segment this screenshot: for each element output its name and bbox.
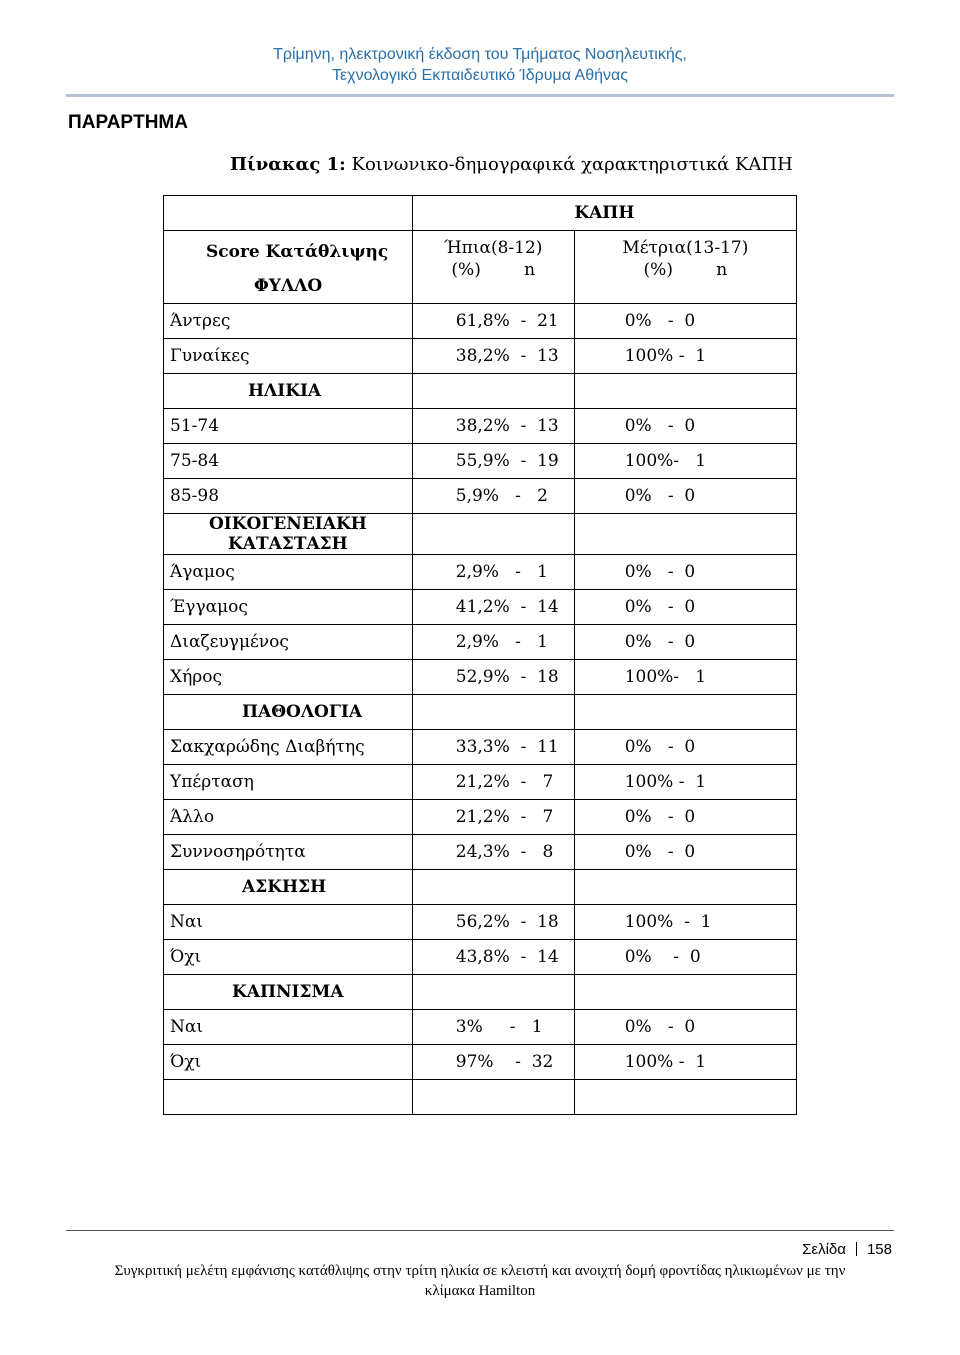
table-row [164,1010,797,1045]
row-label: 75-84 [164,444,413,479]
section-empty-mild [412,975,574,1010]
footer-divider [66,1230,894,1231]
row-label: Άντρες [164,304,413,339]
row-label: Όχι [164,1045,413,1080]
mild-label: Ήπια(8-12) [444,238,543,258]
section-title-fyllo: ΦΥΛΛΟ [254,276,323,296]
row-moderate-value: 0% - 0 [574,479,796,514]
section-empty-mild [412,514,574,555]
row-label: Ναι [164,1010,413,1045]
journal-header-line2: Τεχνολογικό Εκπαιδευτικό Ίδρυμα Αθήνας [332,67,628,84]
table-row [164,1045,797,1080]
journal-header-line1: Τρίμηνη, ηλεκτρονική έκδοση του Τμήματος Νοσηλευτικής, [273,46,687,63]
section-empty-moderate [574,514,796,555]
row-mild-value: 55,9% - 19 [412,444,574,479]
table-row [164,590,797,625]
appendix-title: ΠΑΡΑΡΤΗΜΑ [68,112,188,133]
section-title: ΑΣΚΗΣΗ [164,870,413,905]
spacer-cell [574,1080,796,1115]
table-row [164,730,797,765]
kapi-group-header: ΚΑΠΗ [412,196,796,231]
row-mild-value: 52,9% - 18 [412,660,574,695]
page-separator [856,1242,857,1256]
row-moderate-value: 0% - 0 [574,730,796,765]
section-title: ΠΑΘΟΛΟΓΙΑ [164,695,413,730]
spacer-cell [412,1080,574,1115]
row-mild-value: 5,9% - 2 [412,479,574,514]
row-mild-value: 2,9% - 1 [412,555,574,590]
section-empty-mild [412,870,574,905]
page-number-value: 158 [866,1241,892,1258]
row-label: Διαζευγμένος [164,625,413,660]
row-label: Γυναίκες [164,339,413,374]
row-mild-value: 21,2% - 7 [412,800,574,835]
row-mild-value: 38,2% - 13 [412,339,574,374]
row-moderate-value: 0% - 0 [574,625,796,660]
moderate-header [574,231,796,304]
footer-title-line1: Συγκριτική μελέτη εμφάνισης κατάθλιψης στην τρίτη ηλικία σε κλειστή και ανοιχτή δομή φροντίδας ηλικιωμένων με την [114,1263,846,1279]
row-mild-value: 56,2% - 18 [412,905,574,940]
row-label: Άλλο [164,800,413,835]
row-label: Σακχαρώδης Διαβήτης [164,730,413,765]
table-row [164,409,797,444]
row-mild-value: 3% - 1 [412,1010,574,1045]
row-moderate-value: 100% - 1 [574,905,796,940]
spacer-cell [164,1080,413,1115]
row-mild-value: 33,3% - 11 [412,730,574,765]
table-row [164,625,797,660]
row-label: Έγγαμος [164,590,413,625]
section-empty-moderate [574,695,796,730]
score-label-cell [164,231,413,304]
row-moderate-value: 0% - 0 [574,590,796,625]
row-moderate-value: 100%- 1 [574,660,796,695]
section-empty-moderate [574,975,796,1010]
footer-title [0,1261,960,1301]
section-title-row [164,975,797,1010]
section-empty-moderate [574,870,796,905]
row-moderate-value: 0% - 0 [574,555,796,590]
moderate-units: (%) n [643,260,728,280]
row-mild-value: 97% - 32 [412,1045,574,1080]
table-row [164,444,797,479]
section-empty-mild [412,374,574,409]
row-mild-value: 38,2% - 13 [412,409,574,444]
empty-corner-cell [164,196,413,231]
table-row [164,479,797,514]
section-title-row [164,374,797,409]
table-row [164,905,797,940]
table-bottom-spacer [164,1080,797,1115]
section-title: ΟΙΚΟΓΕΝΕΙΑΚΗ ΚΑΤΑΣΤΑΣΗ [164,514,413,555]
row-mild-value: 41,2% - 14 [412,590,574,625]
table-row [164,800,797,835]
table-row [164,660,797,695]
row-label: Όχι [164,940,413,975]
row-label: Υπέρταση [164,765,413,800]
row-mild-value: 2,9% - 1 [412,625,574,660]
section-title: ΚΑΠΝΙΣΜΑ [164,975,413,1010]
demographics-table [163,195,797,1115]
row-label: Συννοσηρότητα [164,835,413,870]
section-empty-mild [412,695,574,730]
footer-title-line2: κλίμακα Hamilton [424,1283,536,1299]
section-title-row [164,514,797,555]
row-mild-value: 21,2% - 7 [412,765,574,800]
page-label: Σελίδα [802,1241,846,1258]
row-moderate-value: 100%- 1 [574,444,796,479]
row-label: Ναι [164,905,413,940]
row-label: 51-74 [164,409,413,444]
table-caption-label: Πίνακας 1: [230,154,346,175]
row-label: 85-98 [164,479,413,514]
table-row [164,940,797,975]
table-row [164,765,797,800]
row-moderate-value: 0% - 0 [574,304,796,339]
row-label: Άγαμος [164,555,413,590]
section-title-row [164,695,797,730]
table-row [164,339,797,374]
row-mild-value: 43,8% - 14 [412,940,574,975]
row-moderate-value: 100% - 1 [574,339,796,374]
mild-header [412,231,574,304]
table-caption [230,154,793,175]
section-title: ΗΛΙΚΙΑ [164,374,413,409]
table-row [164,304,797,339]
score-label: Score Κατάθλιψης [206,242,389,262]
row-mild-value: 61,8% - 21 [412,304,574,339]
row-moderate-value: 0% - 0 [574,1010,796,1045]
table-caption-text: Κοινωνικο-δημογραφικά χαρακτηριστικά ΚΑΠΗ [345,154,793,175]
row-label: Χήρος [164,660,413,695]
section-title-row [164,870,797,905]
journal-header [0,44,960,86]
moderate-label: Μέτρια(13-17) [622,238,749,258]
table-row [164,555,797,590]
row-moderate-value: 0% - 0 [574,835,796,870]
mild-units: (%) n [451,260,536,280]
row-mild-value: 24,3% - 8 [412,835,574,870]
row-moderate-value: 0% - 0 [574,800,796,835]
row-moderate-value: 0% - 0 [574,940,796,975]
row-moderate-value: 0% - 0 [574,409,796,444]
section-empty-moderate [574,374,796,409]
table-header-row [164,196,797,231]
row-moderate-value: 100% - 1 [574,765,796,800]
header-divider [66,94,894,97]
table-row [164,835,797,870]
row-moderate-value: 100% - 1 [574,1045,796,1080]
page-number [802,1241,892,1258]
